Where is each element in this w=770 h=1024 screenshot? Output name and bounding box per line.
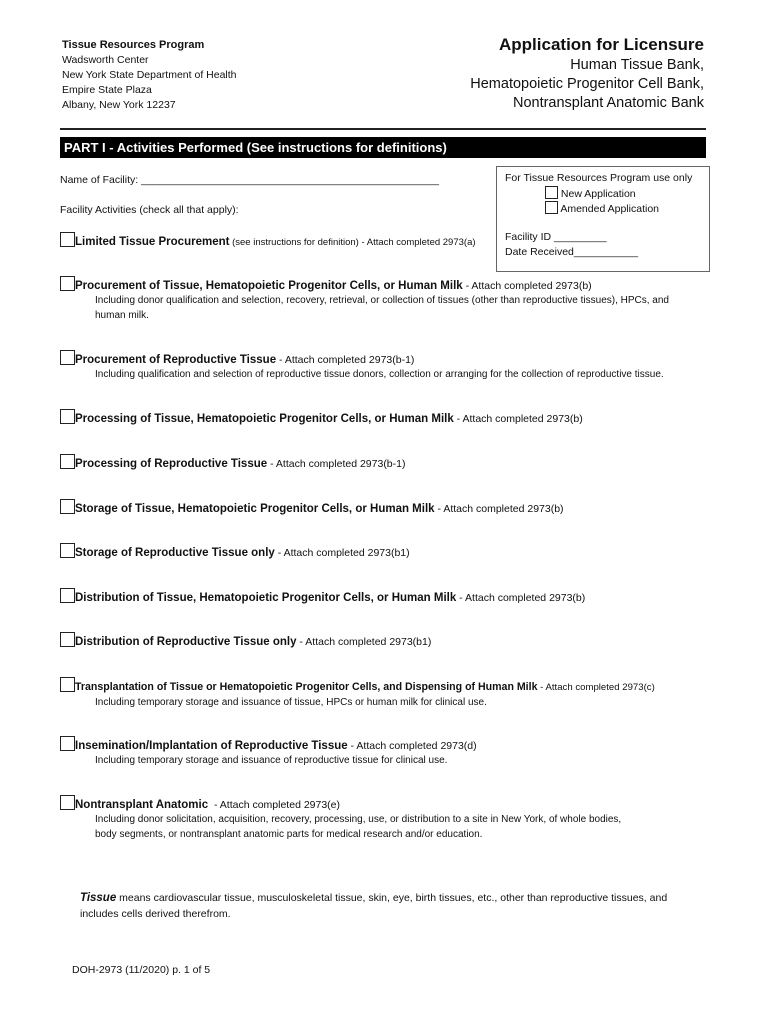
program-name: Tissue Resources Program — [62, 39, 205, 51]
address-line: Wadsworth Center — [62, 54, 149, 66]
activity-attach-note: (see instructions for definition) - Attach completed 2973(a) — [229, 237, 476, 248]
activity-attach-note: - Attach completed 2973(b1) — [296, 636, 432, 648]
activity-item — [60, 499, 564, 516]
office-use-title: For Tissue Resources Program use only — [505, 172, 693, 184]
office-use-box — [496, 166, 710, 272]
form-subtitle: Nontransplant Anatomic Bank — [512, 95, 704, 111]
activity-checkbox[interactable] — [60, 232, 75, 247]
activity-item — [60, 350, 664, 382]
activity-item — [60, 795, 621, 842]
form-subtitle: Hematopoietic Progenitor Cell Bank, — [470, 76, 704, 92]
definition-text: includes cells derived therefrom. — [80, 908, 231, 920]
activity-checkbox[interactable] — [60, 795, 75, 810]
activity-description: Including qualification and selection of reproductive tissue donors, collection or arranging for the collection of reproductive tissue. — [95, 369, 664, 380]
activity-attach-note: - Attach completed 2973(b-1) — [267, 458, 406, 470]
activity-checkbox[interactable] — [60, 543, 75, 558]
activity-description: Including donor solicitation, acquisition, recovery, processing, use, or distribution to a site in New York, of whole bodies, — [95, 814, 622, 825]
amended-application-option[interactable] — [545, 201, 659, 215]
activity-title: Limited Tissue Procurement — [75, 236, 230, 248]
facility-activities-label: Facility Activities (check all that apply): — [60, 204, 239, 216]
activity-description: human milk. — [95, 310, 149, 321]
program-address-block — [62, 38, 237, 113]
activity-title: Storage of Tissue, Hematopoietic Progenitor Cells, or Human Milk — [75, 503, 435, 515]
activity-checkbox[interactable] — [60, 588, 75, 603]
activity-item — [60, 736, 477, 768]
activity-item — [60, 677, 655, 710]
activity-item — [60, 632, 431, 649]
activity-checkbox[interactable] — [60, 454, 75, 469]
tissue-definition — [80, 890, 680, 922]
activity-title: Procurement of Reproductive Tissue — [75, 354, 277, 366]
activity-attach-note: - Attach completed 2973(c) — [537, 682, 655, 693]
activity-checkbox[interactable] — [60, 677, 75, 692]
address-line: New York State Department of Health — [62, 69, 237, 81]
part-heading: PART I - Activities Performed (See instructions for definitions) — [60, 137, 706, 158]
activity-description: Including temporary storage and issuance of tissue, HPCs or human milk for clinical use. — [95, 697, 487, 708]
activity-item — [60, 588, 585, 605]
address-line: Albany, New York 12237 — [62, 99, 176, 111]
activity-checkbox[interactable] — [60, 736, 75, 751]
amended-application-label: Amended Application — [560, 203, 659, 215]
form-footer: DOH-2973 (11/2020) p. 1 of 5 — [72, 964, 211, 976]
address-line: Empire State Plaza — [62, 84, 152, 96]
form-title-block — [470, 34, 704, 113]
activity-attach-note: - Attach completed 2973(b) — [453, 413, 583, 425]
activity-item — [60, 276, 669, 323]
activity-title: Nontransplant Anatomic — [75, 799, 209, 811]
activity-item — [60, 232, 476, 250]
activity-checkbox[interactable] — [60, 632, 75, 647]
activity-title: Procurement of Tissue, Hematopoietic Progenitor Cells, or Human Milk — [75, 280, 463, 292]
activity-attach-note: - Attach completed 2973(b) — [434, 503, 564, 515]
amended-application-checkbox[interactable] — [545, 201, 558, 214]
activity-attach-note: - Attach completed 2973(b-1) — [276, 354, 415, 366]
activity-item — [60, 543, 410, 560]
activity-title: Distribution of Tissue, Hematopoietic Progenitor Cells, or Human Milk — [75, 592, 457, 604]
new-application-label: New Application — [560, 188, 636, 200]
activity-checkbox[interactable] — [60, 276, 75, 291]
activity-description: body segments, or nontransplant anatomic parts for medical research and/or education. — [95, 829, 483, 840]
activity-checkbox[interactable] — [60, 350, 75, 365]
activity-title: Transplantation of Tissue or Hematopoietic Progenitor Cells, and Dispensing of Human Milk — [75, 681, 538, 693]
activity-description: Including temporary storage and issuance of reproductive tissue for clinical use. — [95, 755, 448, 766]
activity-item — [60, 454, 405, 471]
activity-description: Including donor qualification and selection, recovery, retrieval, or collection of tissues (other than reproductive tissues), HPCs, and — [95, 295, 669, 306]
facility-name-field[interactable]: Name of Facility: ___________________________________________________ — [60, 174, 439, 186]
date-received-field[interactable]: Date Received___________ — [505, 246, 639, 258]
new-application-option[interactable] — [545, 186, 636, 200]
activity-checkbox[interactable] — [60, 409, 75, 424]
activity-attach-note: - Attach completed 2973(d) — [347, 740, 477, 752]
header-divider — [60, 128, 706, 130]
activity-title: Insemination/Implantation of Reproductive Tissue — [75, 740, 348, 752]
activity-attach-note: - Attach completed 2973(b1) — [274, 547, 410, 559]
form-title: Application for Licensure — [499, 35, 704, 54]
activity-checkbox[interactable] — [60, 499, 75, 514]
new-application-checkbox[interactable] — [545, 186, 558, 199]
activity-item — [60, 409, 583, 426]
activity-attach-note: - Attach completed 2973(b) — [456, 592, 586, 604]
activity-attach-note: - Attach completed 2973(b) — [462, 280, 592, 292]
facility-id-field[interactable]: Facility ID _________ — [505, 231, 607, 243]
activity-title: Processing of Tissue, Hematopoietic Progenitor Cells, or Human Milk — [75, 413, 454, 425]
form-subtitle: Human Tissue Bank, — [570, 57, 704, 73]
activity-title: Distribution of Reproductive Tissue only — [75, 636, 297, 648]
activity-title: Processing of Reproductive Tissue — [75, 458, 268, 470]
definition-text: means cardiovascular tissue, musculoskeletal tissue, skin, eye, birth tissues, etc., other than reproductive tissues, and — [116, 892, 668, 904]
activity-attach-note: - Attach completed 2973(e) — [208, 799, 341, 811]
activity-title: Storage of Reproductive Tissue only — [75, 547, 275, 559]
definition-term: Tissue — [80, 892, 117, 904]
